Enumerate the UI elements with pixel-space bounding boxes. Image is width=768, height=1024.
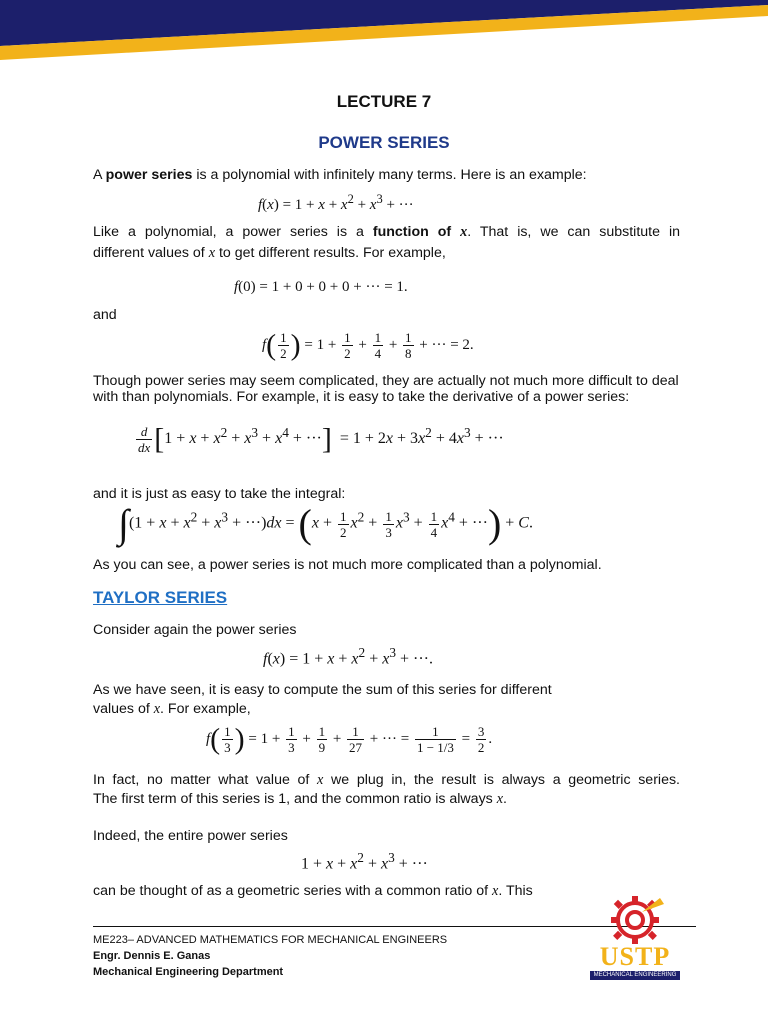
equation-series: $1 + x + x^2 + x^3$ + ··· [301,850,428,873]
equation-f-third: f( $\frac{1}{3}$ ) = 1 + $\frac{1}{3}$ + $\frac{1}{9}$ + $\frac{1}{27}$ + ··· = $\frac{1}{1 - 1/3}$ = $\frac{3}{2}$ . [206,722,493,756]
equation-power-series: $f(x) = 1 + x + x^2 + x^3$ + ··· [258,192,414,213]
taylor-series-heading: TAYLOR SERIES [93,588,228,607]
footer-department: Mechanical Engineering Department [93,966,284,978]
fact-line1: In fact, no matter what value of x we plug in, the result is always a geometric series. [93,772,680,788]
intro-paragraph: A power series is a polynomial with infinitely many terms. Here is an example: [93,167,587,183]
seen-line1: As we have seen, it is easy to compute the sum of this series for different [93,682,552,698]
footer-course: ME223– ADVANCED MATHEMATICS FOR MECHANICAL ENGINEERS [93,934,448,946]
equation-f-half: f( $\frac{1}{2}$ ) = 1 + $\frac{1}{2}$ + $\frac{1}{4}$ + $\frac{1}{8}$ + ··· = 2. [262,328,474,362]
fact-line2: The first term of this series is 1, and the common ratio is always x. [93,791,507,807]
like-polynomial-line2: different values of x to get different results. For example, [93,245,446,261]
integral-intro: and it is just as easy to take the integral: [93,486,346,502]
logo-subtitle: MECHANICAL ENGINEERING [590,971,680,980]
consider-text: Consider again the power series [93,622,297,638]
complicated-paragraph: Though power series may seem complicated, they are actually not much more difficult to deal with than polynomials. For example, it is easy to take the derivative of a power series: [93,373,679,405]
indeed-text: Indeed, the entire power series [93,828,288,844]
equation-derivative: $\frac{d}{dx}$ [$1 + x + x^2 + x^3 + x^4$ + ···] = $1 + 2x + 3x^2 + 4x^3$ + ··· [138,422,504,456]
like-polynomial-line1: Like a polynomial, a power series is a function of x. That is, we can substitute in [93,224,680,240]
equation-integral: $\int(1 + x + x^2 + x^3 + \cdot\cdot\cdot)dx = (x$ + $\frac{1}{2}$ $x^2$ + $\frac{1}{3}$ $x^3$ + $\frac{1}{4}$ $x^4$ + ···) + C. [118,501,533,546]
and-text: and [93,307,117,323]
section-title: POWER SERIES [318,133,450,152]
equation-f0: f(0) = 1 + 0 + 0 + 0 + ··· = 1. [234,279,408,295]
header-band [0,0,768,60]
ustp-logo [590,890,680,982]
thought-text: can be thought of as a geometric series with a common ratio of x. This [93,883,533,899]
equation-power-series-2: $f(x) = 1 + x + x^2 + x^3$ + ···. [263,645,434,668]
gear-icon [600,890,670,948]
logo-text: USTP [599,942,671,971]
conclusion-paragraph: As you can see, a power series is not much more complicated than a polynomial. [93,557,602,573]
seen-line2: values of x. For example, [93,701,251,717]
lecture-title: LECTURE 7 [336,92,432,111]
footer-instructor: Engr. Dennis E. Ganas [93,950,211,962]
